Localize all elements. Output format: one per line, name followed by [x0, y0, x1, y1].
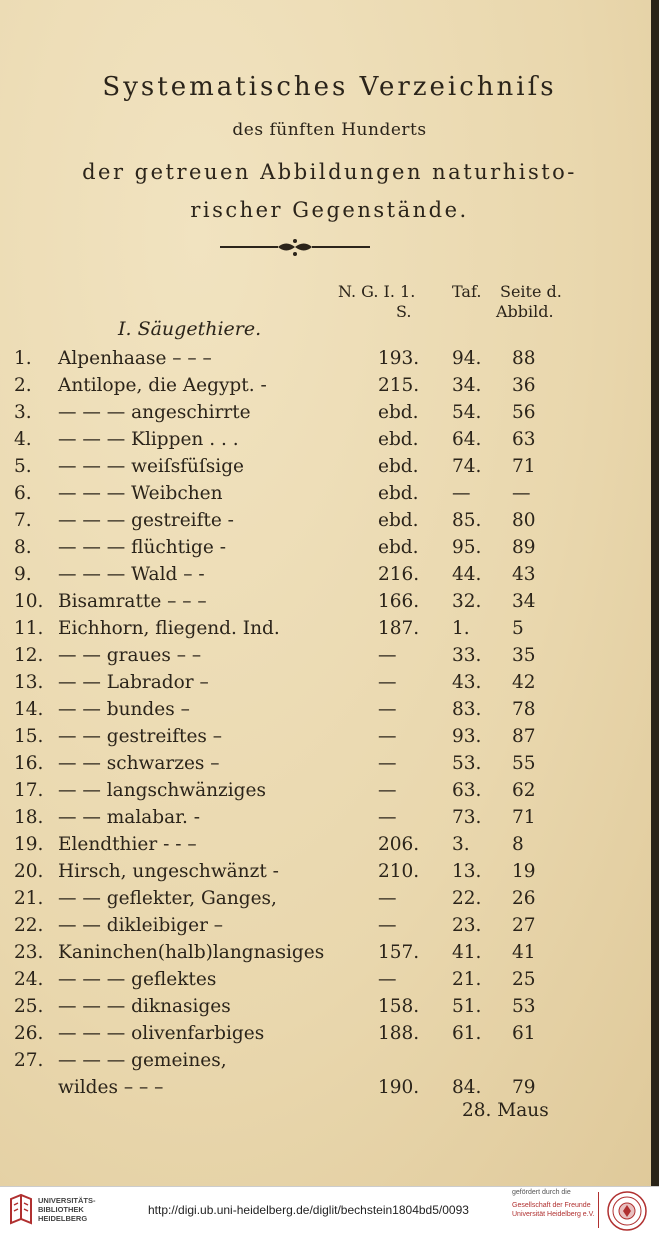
entry-name: Antilope, die Aegypt. -	[58, 375, 267, 396]
table-row	[0, 672, 659, 699]
entry-name: — — — flüchtige -	[58, 537, 226, 558]
university-seal-icon	[606, 1190, 648, 1232]
entry-plate: 1.	[452, 618, 470, 639]
entry-plate: 51.	[452, 996, 482, 1017]
entry-name: Elendthier - - –	[58, 834, 197, 855]
entry-plate: 85.	[452, 510, 482, 531]
library-name-line-2: BIBLIOTHEK	[38, 1205, 84, 1214]
section-heading: I. Säugethiere.	[118, 318, 262, 340]
entry-number: 2.	[14, 375, 32, 396]
table-row	[0, 1023, 659, 1050]
entry-number: 20.	[14, 861, 44, 882]
entry-name: — — — Weibchen	[58, 483, 223, 504]
entry-name: — — bundes –	[58, 699, 190, 720]
table-row	[0, 1077, 659, 1104]
entry-number: 8.	[14, 537, 32, 558]
entry-figure-page: 27	[512, 915, 536, 936]
entry-plate: 34.	[452, 375, 482, 396]
entry-figure-page: 56	[512, 402, 536, 423]
table-row	[0, 510, 659, 537]
entry-ngi-page: 158.	[378, 996, 420, 1017]
entry-name: — — geflekter, Ganges,	[58, 888, 277, 909]
entry-figure-page: 34	[512, 591, 536, 612]
table-row	[0, 726, 659, 753]
entry-ngi-page: 188.	[378, 1023, 420, 1044]
ornament-divider-icon	[220, 236, 370, 258]
entry-name: — — gestreiftes –	[58, 726, 223, 747]
entry-plate: 84.	[452, 1077, 482, 1098]
entry-number: 25.	[14, 996, 44, 1017]
entry-ngi-page: ebd.	[378, 537, 419, 558]
entry-name: — — — geflektes	[58, 969, 217, 990]
entry-ngi-page: 166.	[378, 591, 420, 612]
entry-ngi-page: —	[378, 645, 397, 666]
entry-plate: 23.	[452, 915, 482, 936]
table-row	[0, 969, 659, 996]
entry-figure-page: 71	[512, 807, 536, 828]
entry-ngi-page: —	[378, 915, 397, 936]
table-row	[0, 402, 659, 429]
entry-figure-page: 80	[512, 510, 536, 531]
entry-plate: 54.	[452, 402, 482, 423]
entry-name: — — — Klippen . . .	[58, 429, 239, 450]
entry-number: 15.	[14, 726, 44, 747]
entry-ngi-page: —	[378, 699, 397, 720]
entry-ngi-page: 190.	[378, 1077, 420, 1098]
society-name-line-1: Gesellschaft der Freunde	[512, 1202, 591, 1209]
entry-name: — — Labrador –	[58, 672, 209, 693]
entry-name: — — langschwänziges	[58, 780, 266, 801]
entry-ngi-page: —	[378, 888, 397, 909]
table-row	[0, 618, 659, 645]
page-subtitle: des fünften Hunderts	[232, 120, 427, 140]
permalink-url[interactable]: http://digi.ub.uni-heidelberg.de/diglit/bechstein1804bd5/0093	[148, 1203, 469, 1217]
entry-ngi-page: —	[378, 807, 397, 828]
entry-figure-page: 53	[512, 996, 536, 1017]
table-row	[0, 375, 659, 402]
entry-number: 4.	[14, 429, 32, 450]
entry-figure-page: 87	[512, 726, 536, 747]
table-row	[0, 753, 659, 780]
entry-figure-page: 78	[512, 699, 536, 720]
table-row	[0, 564, 659, 591]
library-name-line-1: UNIVERSITÄTS-	[38, 1196, 96, 1205]
column-header-ngi-s: S.	[396, 302, 412, 321]
column-header-ngi: N. G. I. 1.	[338, 282, 416, 301]
entry-figure-page: 26	[512, 888, 536, 909]
entry-plate: 53.	[452, 753, 482, 774]
entry-ngi-page: 216.	[378, 564, 420, 585]
entry-ngi-page: —	[378, 780, 397, 801]
table-row	[0, 348, 659, 375]
society-name-line-2: Universität Heidelberg e.V.	[512, 1211, 595, 1218]
entry-name: — — — Wald – -	[58, 564, 205, 585]
entry-name: — — dikleibiger –	[58, 915, 224, 936]
entry-name: — — schwarzes –	[58, 753, 220, 774]
entry-figure-page: 19	[512, 861, 536, 882]
entry-figure-page: —	[512, 483, 531, 504]
entry-plate: 73.	[452, 807, 482, 828]
table-row	[0, 780, 659, 807]
entry-ngi-page: ebd.	[378, 483, 419, 504]
entry-ngi-page: —	[378, 726, 397, 747]
entry-plate: 61.	[452, 1023, 482, 1044]
entry-name: — — — diknasiges	[58, 996, 231, 1017]
library-name-line-3: HEIDELBERG	[38, 1214, 88, 1223]
society-name	[512, 1201, 595, 1219]
entry-number: 21.	[14, 888, 44, 909]
entry-figure-page: 62	[512, 780, 536, 801]
entry-name: — — — olivenfarbiges	[58, 1023, 265, 1044]
entry-number: 11.	[14, 618, 44, 639]
table-row	[0, 429, 659, 456]
entry-plate: 94.	[452, 348, 482, 369]
table-row	[0, 942, 659, 969]
entry-plate: 44.	[452, 564, 482, 585]
page-title: Systematisches Verzeichniſs	[102, 72, 557, 102]
entry-figure-page: 36	[512, 375, 536, 396]
entry-name: Bisamratte – – –	[58, 591, 207, 612]
entry-ngi-page: ebd.	[378, 456, 419, 477]
table-row	[0, 915, 659, 942]
entry-plate: 32.	[452, 591, 482, 612]
entry-ngi-page: —	[378, 753, 397, 774]
column-header-taf: Taf.	[452, 282, 482, 301]
table-row	[0, 645, 659, 672]
entry-ngi-page: 193.	[378, 348, 420, 369]
entry-name: wildes – – –	[58, 1077, 164, 1098]
entry-name: — — — weiſsfüſsige	[58, 456, 244, 477]
entry-figure-page: 89	[512, 537, 536, 558]
entry-figure-page: 35	[512, 645, 536, 666]
entry-ngi-page: —	[378, 969, 397, 990]
entry-ngi-page: 157.	[378, 942, 420, 963]
library-logo-icon	[8, 1193, 34, 1227]
entry-plate: 95.	[452, 537, 482, 558]
entry-name: Kaninchen(halb)langnasiges	[58, 942, 325, 963]
entry-plate: —	[452, 483, 471, 504]
entry-name: — — malabar. -	[58, 807, 200, 828]
table-row	[0, 1050, 659, 1077]
table-row	[0, 699, 659, 726]
table-row	[0, 591, 659, 618]
entry-plate: 83.	[452, 699, 482, 720]
entry-plate: 13.	[452, 861, 482, 882]
entry-figure-page: 88	[512, 348, 536, 369]
entry-figure-page: 79	[512, 1077, 536, 1098]
entry-plate: 21.	[452, 969, 482, 990]
entry-name: — — — gestreifte -	[58, 510, 234, 531]
entry-name: — — — gemeines,	[58, 1050, 227, 1071]
entry-number: 24.	[14, 969, 44, 990]
entry-ngi-page: ebd.	[378, 429, 419, 450]
entry-number: 13.	[14, 672, 44, 693]
column-header-seite: Seite d.	[500, 282, 562, 301]
entry-number: 10.	[14, 591, 44, 612]
entry-number: 26.	[14, 1023, 44, 1044]
entry-number: 27.	[14, 1050, 44, 1071]
entry-plate: 64.	[452, 429, 482, 450]
entry-number: 18.	[14, 807, 44, 828]
entry-figure-page: 43	[512, 564, 536, 585]
table-row	[0, 834, 659, 861]
table-row	[0, 861, 659, 888]
entry-plate: 93.	[452, 726, 482, 747]
entry-ngi-page: ebd.	[378, 510, 419, 531]
table-row	[0, 807, 659, 834]
entry-plate: 41.	[452, 942, 482, 963]
entry-figure-page: 25	[512, 969, 536, 990]
entry-figure-page: 63	[512, 429, 536, 450]
entry-name: Hirsch, ungeschwänzt -	[58, 861, 279, 882]
entry-plate: 22.	[452, 888, 482, 909]
entry-number: 22.	[14, 915, 44, 936]
entry-figure-page: 41	[512, 942, 536, 963]
entry-name: Alpenhaase – – –	[58, 348, 212, 369]
page-heading-line-2: rischer Gegenstände.	[190, 198, 469, 222]
table-row	[0, 996, 659, 1023]
entry-number: 6.	[14, 483, 32, 504]
entry-plate: 33.	[452, 645, 482, 666]
table-row	[0, 537, 659, 564]
entry-plate: 74.	[452, 456, 482, 477]
entry-number: 23.	[14, 942, 44, 963]
entry-ngi-page: 210.	[378, 861, 420, 882]
funded-by-label: gefördert durch die	[512, 1189, 571, 1196]
table-row	[0, 456, 659, 483]
entry-plate: 3.	[452, 834, 470, 855]
entry-figure-page: 55	[512, 753, 536, 774]
entry-plate: 43.	[452, 672, 482, 693]
entry-number: 19.	[14, 834, 44, 855]
table-row	[0, 888, 659, 915]
entry-number: 9.	[14, 564, 32, 585]
library-name	[38, 1196, 96, 1223]
entry-name: Eichhorn, fliegend. Ind.	[58, 618, 280, 639]
entry-name: — — — angeschirrte	[58, 402, 251, 423]
entry-plate: 63.	[452, 780, 482, 801]
entry-number: 12.	[14, 645, 44, 666]
entry-name: — — graues – –	[58, 645, 202, 666]
entry-figure-page: 71	[512, 456, 536, 477]
entry-number: 7.	[14, 510, 32, 531]
catchword: 28. Maus	[462, 1100, 549, 1121]
entry-number: 16.	[14, 753, 44, 774]
entry-number: 17.	[14, 780, 44, 801]
entry-number: 14.	[14, 699, 44, 720]
footer-divider	[598, 1192, 599, 1228]
entry-ngi-page: 206.	[378, 834, 420, 855]
entry-figure-page: 5	[512, 618, 524, 639]
entry-figure-page: 61	[512, 1023, 536, 1044]
column-header-abbild: Abbild.	[496, 302, 554, 321]
entry-number: 1.	[14, 348, 32, 369]
entry-ngi-page: 187.	[378, 618, 420, 639]
page-heading-line-1: der getreuen Abbildungen naturhisto-	[82, 160, 577, 184]
entry-number: 3.	[14, 402, 32, 423]
entry-number: 5.	[14, 456, 32, 477]
entry-ngi-page: 215.	[378, 375, 420, 396]
table-row	[0, 483, 659, 510]
entry-ngi-page: —	[378, 672, 397, 693]
entry-figure-page: 8	[512, 834, 524, 855]
entry-figure-page: 42	[512, 672, 536, 693]
entry-ngi-page: ebd.	[378, 402, 419, 423]
